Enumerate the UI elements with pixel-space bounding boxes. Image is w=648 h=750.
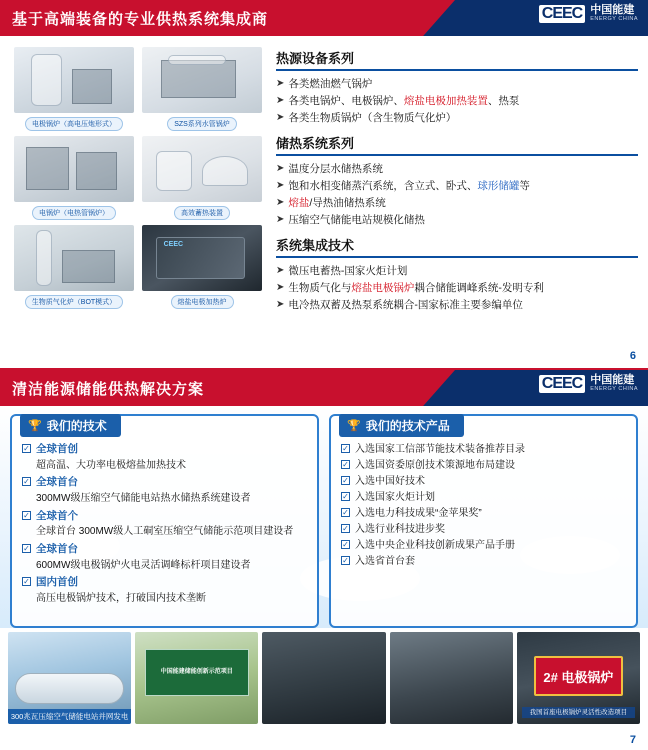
slide2-page-number: 7 (629, 734, 636, 746)
equipment-caption: 高效蓄热装置 (174, 206, 230, 220)
section-heat-storage (276, 133, 638, 229)
our-technology-panel (10, 414, 319, 628)
technology-entry (22, 509, 309, 540)
bullet-text: /导热油储热系统 (309, 197, 386, 209)
arrow-icon: ➤ (276, 78, 285, 89)
bullet-text: 、热泵 (487, 95, 520, 107)
company-logo (539, 5, 638, 23)
entry-tag: 全球首台 (36, 476, 78, 489)
technology-entry (22, 442, 309, 473)
capability-sections (266, 44, 638, 314)
project-photo (135, 632, 258, 724)
logo-english-name: ENERGY CHINA (590, 15, 638, 22)
bullet-text-highlight: 球形储罐 (477, 180, 520, 192)
bullet-text: 各类生物质锅炉（含生物质气化炉） (288, 112, 457, 124)
our-products-panel (329, 414, 638, 628)
arrow-icon: ➤ (276, 299, 285, 310)
entry-tag: 全球首个 (36, 509, 78, 522)
bullet-item (276, 76, 638, 93)
bullet-text-highlight: 熔盐电极加热装置 (403, 95, 488, 107)
equipment-image-item (138, 44, 266, 133)
logo-chinese-name: 中国能建 (590, 374, 635, 387)
our-products-header (339, 414, 464, 437)
slide1-page-number: 6 (629, 350, 636, 362)
equipment-caption: 电极锅炉（高电压炮形式） (25, 117, 123, 131)
check-icon: ✓ (342, 460, 349, 469)
trophy-icon: 🏆 (347, 420, 361, 432)
equipment-photo: CEEC (142, 225, 262, 291)
project-photo-strip (0, 628, 648, 730)
trophy-icon: 🏆 (28, 420, 42, 432)
slide-heat-supply-integrator (0, 0, 648, 370)
arrow-icon: ➤ (276, 265, 285, 276)
bullet-text: 各类电锅炉、电极锅炉、 (288, 95, 404, 107)
section-title: 热源设备系列 (276, 51, 355, 66)
bullet-item (276, 110, 638, 127)
technology-entry (22, 575, 309, 606)
check-icon: ✓ (342, 492, 349, 501)
entry-description: 全球首台 300MW级人工硐室压缩空气储能示范项目建设者 (36, 526, 294, 538)
check-icon: ✓ (342, 444, 349, 453)
equipment-image-item (10, 133, 138, 222)
equipment-caption: 熔盐电极加热炉 (171, 295, 234, 309)
equipment-image-item (138, 222, 266, 311)
check-icon: ✓ (23, 510, 30, 520)
section-divider (276, 154, 638, 156)
bullet-item (276, 93, 638, 110)
panel-header-label: 我们的技术 (46, 419, 107, 433)
photo-sign-text: 2# 电极锅炉 (534, 656, 623, 696)
check-icon: ✓ (23, 577, 30, 586)
project-photo (517, 632, 640, 724)
slide1-title: 基于高端装备的专业供热系统集成商 (12, 10, 269, 28)
product-label: 入选电力科技成果“金苹果奖” (355, 508, 482, 519)
bullet-item (276, 263, 638, 280)
project-photo (262, 632, 385, 724)
product-label: 入选国家工信部节能技术装备推荐目录 (355, 444, 525, 455)
product-list-item (341, 506, 628, 521)
technology-entry (22, 475, 309, 506)
check-icon: ✓ (342, 556, 349, 565)
product-label: 入选国资委原创技术策源地布局建设 (355, 460, 515, 471)
product-label: 入选国家火炬计划 (355, 492, 435, 503)
company-logo (539, 375, 638, 393)
entry-tag: 全球首创 (36, 443, 78, 455)
check-icon: ✓ (23, 444, 30, 453)
entry-description: 超高温、大功率电极熔盐加热技术 (36, 459, 186, 471)
photo-caption: 我国首座电极锅炉灵活性改造项目 (522, 707, 635, 719)
section-divider (276, 256, 638, 258)
bullet-text: 生物质气化与 (288, 282, 352, 294)
arrow-icon: ➤ (276, 180, 285, 191)
product-label: 入选省首台套 (355, 556, 415, 567)
bullet-text: 微压电蓄热-国家火炬计划 (288, 265, 408, 277)
our-technology-header (20, 414, 121, 437)
bullet-item (276, 161, 638, 178)
logo-mark: CEEC (539, 375, 585, 393)
bullet-text: 等 (519, 180, 530, 192)
entry-description: 高压电极锅炉技术，打破国内技术垄断 (36, 592, 206, 604)
bullet-text: 耦合储能调峰系统-发明专利 (414, 282, 544, 294)
equipment-photo (142, 47, 262, 113)
slide1-header (0, 0, 648, 36)
section-system-integration (276, 235, 638, 314)
check-icon: ✓ (342, 524, 349, 533)
logo-mark: CEEC (539, 5, 585, 23)
check-icon: ✓ (23, 543, 30, 553)
product-label: 入选中央企业科技创新成果产品手册 (355, 540, 515, 551)
section-title: 储热系统系列 (276, 136, 355, 151)
bullet-text: 电冷热双蓄及热泵系统耦合-国家标准主要参编单位 (288, 299, 523, 311)
photo-sign-text: 中国能建储能创新示范项目 (145, 649, 248, 697)
arrow-icon: ➤ (276, 163, 285, 174)
bullet-text: 各类燃油燃气锅炉 (288, 78, 373, 90)
product-list-item (341, 474, 628, 489)
slide2-title: 清洁能源储能供热解决方案 (12, 380, 205, 398)
logo-english-name: ENERGY CHINA (590, 385, 638, 392)
product-list-item (341, 458, 628, 473)
product-label: 入选中国好技术 (355, 476, 425, 487)
entry-description: 600MW级电极锅炉火电灵活调峰标杆项目建设者 (36, 559, 251, 571)
equipment-image-item (10, 222, 138, 311)
equipment-photo (14, 225, 134, 291)
arrow-icon: ➤ (276, 112, 285, 123)
equipment-caption: SZS系列水管锅炉 (167, 117, 237, 131)
entry-tag: 国内首创 (36, 576, 78, 588)
slide-clean-energy-solution (0, 370, 648, 750)
equipment-caption: 电锅炉（电热管锅炉） (32, 206, 116, 220)
equipment-photo (14, 136, 134, 202)
photo-caption: 300兆瓦压缩空气储能电站并网发电 (8, 709, 131, 724)
bullet-item (276, 280, 638, 297)
equipment-image-grid (10, 44, 266, 314)
entry-tag: 全球首台 (36, 542, 78, 555)
panel-header-label: 我们的技术产品 (365, 419, 450, 433)
bullet-item (276, 212, 638, 229)
check-icon: ✓ (342, 508, 349, 517)
entry-description: 300MW级压缩空气储能电站热水储热系统建设者 (36, 493, 251, 504)
bullet-text: 压缩空气储能电站规模化储热 (288, 214, 425, 226)
section-heat-source (276, 48, 638, 127)
bullet-text: 温度分层水储热系统 (288, 163, 383, 175)
slide2-header (0, 370, 648, 406)
bullet-text-highlight: 熔盐 (288, 197, 310, 209)
section-title: 系统集成技术 (276, 238, 355, 253)
equipment-image-item (10, 44, 138, 133)
section-divider (276, 69, 638, 71)
bullet-item (276, 297, 638, 314)
project-photo (8, 632, 131, 724)
arrow-icon: ➤ (276, 282, 285, 293)
project-photo (390, 632, 513, 724)
check-icon: ✓ (342, 476, 349, 485)
check-icon: ✓ (342, 540, 349, 549)
arrow-icon: ➤ (276, 95, 285, 106)
product-list-item (341, 554, 628, 569)
arrow-icon: ➤ (276, 197, 285, 208)
logo-chinese-name: 中国能建 (590, 4, 635, 17)
product-list-item (341, 538, 628, 553)
arrow-icon: ➤ (276, 214, 285, 225)
bullet-item (276, 195, 638, 212)
technology-entry (22, 542, 309, 573)
product-label: 入选行业科技进步奖 (355, 524, 445, 535)
product-list-item (341, 522, 628, 537)
equipment-image-item (138, 133, 266, 222)
equipment-photo (142, 136, 262, 202)
bullet-text-highlight: 熔盐电极锅炉 (351, 282, 415, 294)
equipment-photo (14, 47, 134, 113)
check-icon: ✓ (23, 477, 30, 487)
equipment-caption: 生物质气化炉（BOT模式） (25, 295, 123, 309)
product-list-item (341, 442, 628, 457)
bullet-text: 饱和水相变储蒸汽系统，含立式、卧式、 (288, 180, 478, 192)
product-list-item (341, 490, 628, 505)
bullet-item (276, 178, 638, 195)
